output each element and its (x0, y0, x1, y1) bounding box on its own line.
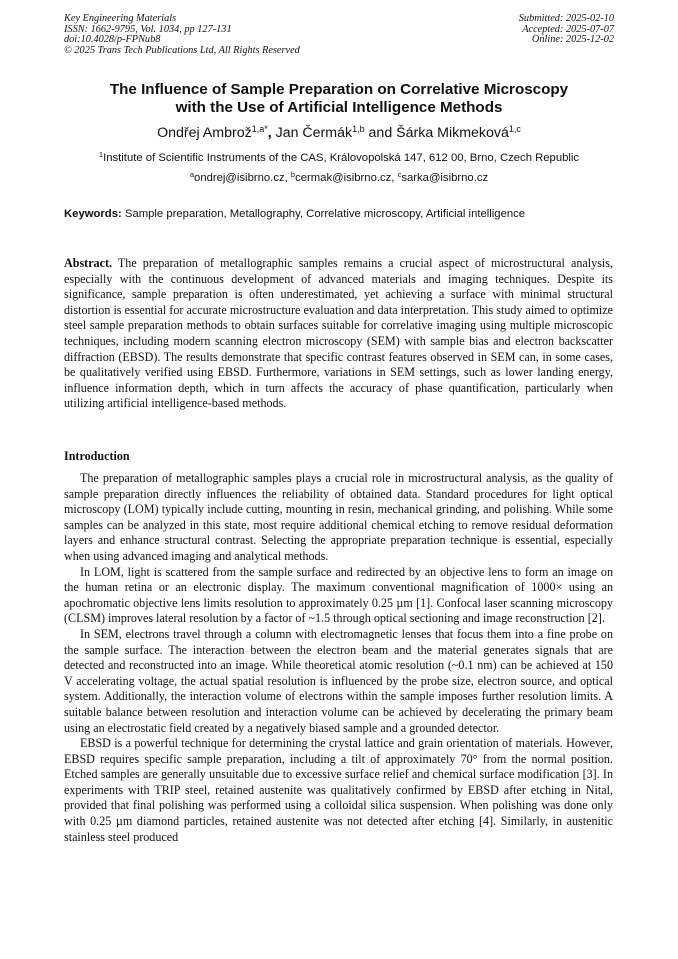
affiliation-sup: 1 (98, 150, 104, 159)
email-link[interactable]: ondrej@isibrno.cz, (194, 172, 291, 184)
author-separator: and (364, 125, 397, 141)
title-line-2: with the Use of Artificial Intelligence Methods (175, 99, 503, 116)
doi-line: doi:10.4028/p-FPNub8 (64, 34, 161, 46)
abstract-text: The preparation of metallographic samples remains a crucial aspect of microstructural analysis, especially with the continuous development of advanced materials and imaging techniques. Despite its significance, sample preparation is often underestimated, yet achieving a surface with minimal structural distortion is essential for accurate microstructure evaluation and data interpretation. This study aimed to optimize steel sample preparation methods to obtain surfaces suitable for correlative imaging using multiple microscopic techniques, including modern scanning electron microscopy (SEM) with sample bias and electron backscatter diffraction (EBSD). The results demonstrate that specific contrast features observed in SEM can, in some cases, be qualitatively verified using EBSD. Furthermore, variations in SEM settings, such as lower landing energy, influence information depth, which in turn affects the accuracy of phase quantification, particularly when utilizing artificial intelligence-based methods. (64, 256, 613, 411)
author-sup: 1,b (352, 124, 365, 134)
email-sup: c (397, 170, 402, 179)
paragraph: The preparation of metallographic samples plays a crucial role in microstructural analysis, as the quality of sample preparation directly influences the reliability of obtained data. Standard procedures for light optical microscopy (LOM) typically include cutting, mounting in resin, mechanical grinding, and polishing. While some samples can be analyzed in this state, most require additional chemical etching to remove residual deformation layers and enhance structural contrast. Selecting the appropriate preparation technique is essential, especially when using advanced imaging and analytical methods. (64, 471, 613, 563)
accepted-date: Accepted: 2025-07-07 (522, 23, 614, 35)
email-list (64, 171, 614, 185)
abstract (64, 256, 613, 412)
keywords (64, 207, 624, 221)
author-name: Šárka Mikmeková (396, 125, 509, 141)
author-name: Jan Čermák (275, 125, 353, 141)
author-list (64, 124, 614, 142)
email-sup: a (189, 170, 195, 179)
keywords-label: Keywords: (64, 208, 122, 220)
paragraph: In SEM, electrons travel through a column with electromagnetic lenses that focus them into a fine probe on the sample surface. The interaction between the electron beam and the material generates signals that are detected and reconstructed into an image. While theoretical atomic resolution (~0.1 nm) can be achieved at 150 V accelerating voltage, the actual spatial resolution is influenced by the probe size, electron source, and optical system. Additionally, the interaction volume of electrons within the sample imposes further resolution limits. A suitable balance between resolution and interaction volume can be achieved by decelerating the primary beam using an electrostatic field created by a negatively biased sample and a grounded detector. (64, 626, 613, 735)
paragraph: In LOM, light is scattered from the sample surface and redirected by an objective lens to form an image on the human retina or an electronic display. The maximum conventional magnification of 1000× using an apochromatic objective lens limits resolution to approximately 0.25 µm [1]. Confocal laser scanning microscopy (CLSM) improves lateral resolution by a factor of ~1.5 through optical sectioning and image reconstruction [2]. (64, 564, 613, 626)
keywords-text: Sample preparation, Metallography, Correlative microscopy, Artificial intelligence (121, 208, 526, 220)
journal-name: Key Engineering Materials (64, 13, 177, 24)
email-link[interactable]: sarka@isibrno.cz (401, 172, 489, 184)
section-heading-introduction: Introduction (64, 449, 130, 463)
abstract-label: Abstract. (64, 256, 113, 270)
copyright-line: © 2025 Trans Tech Publications Ltd, All Rights Reserved (64, 44, 300, 56)
journal-header-right (519, 14, 614, 46)
paragraph: EBSD is a powerful technique for determining the crystal lattice and grain orientation of materials. However, EBSD requires specific sample preparation, including a tilt of approximately 70° from the normal position. Etched samples are generally unsuitable due to excessive surface relief and chemical surface modification [3]. In experiments with TRIP steel, retained austenite was qualitatively confirmed by EBSD after etching in Nital, provided that final polishing was performed using a colloidal silica suspension. When polishing was done only with 0.25 µm diamond particles, retained austenite was not detected after etching [4]. Similarly, in austenitic stainless steel produced (64, 736, 613, 844)
issn-line: ISSN: 1662-9795, Vol. 1034, pp 127-131 (64, 23, 232, 35)
email-sup: b (290, 170, 296, 179)
online-date: Online: 2025-12-02 (531, 34, 614, 46)
introduction-body (64, 471, 613, 845)
journal-header-left (64, 14, 300, 56)
title-line-1: The Influence of Sample Preparation on Correlative Microscopy (109, 81, 569, 98)
email-link[interactable]: cermak@isibrno.cz, (295, 172, 398, 184)
paper-title (64, 81, 614, 117)
author-sup: 1,c (508, 124, 521, 134)
author-name: Ondřej Ambrož (157, 125, 252, 141)
affiliation (64, 151, 614, 165)
submitted-date: Submitted: 2025-02-10 (518, 13, 614, 24)
author-separator: , (267, 125, 276, 141)
affiliation-text: Institute of Scientific Instruments of the CAS, Královopolská 147, 612 00, Brno, Czech Republic (103, 152, 580, 164)
author-sup: 1,a* (251, 124, 268, 134)
